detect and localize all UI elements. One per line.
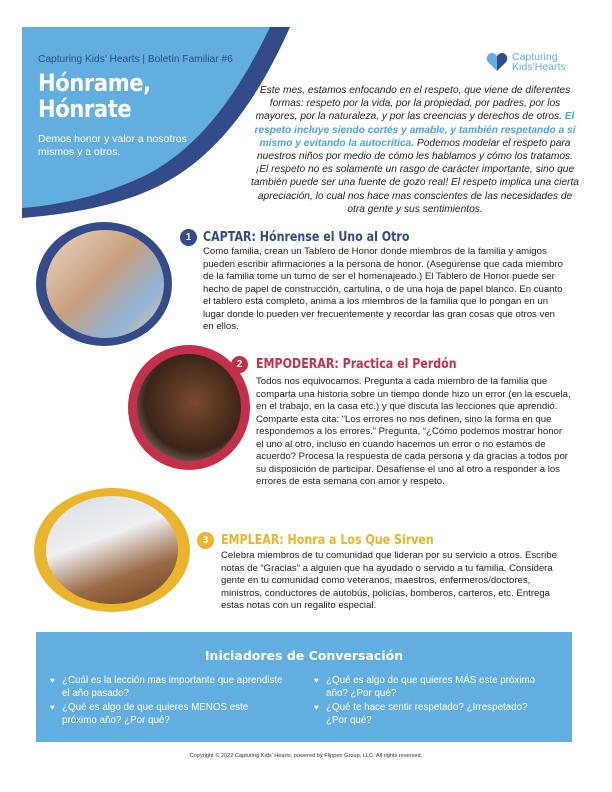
section-3-number-badge: 3 (197, 532, 214, 549)
writing-note-photo (46, 496, 178, 604)
section-3-body: Celebra miembros de tu comunidad que lideran por su servicio a otros. Escribe notas de “Gracias” a alguien que ha ayudado o servido a tu familia. Considera gente en tu comunidad como veteranos, maestros, enfermeros/doctores, ministros, conductores de autobús, policías, bomberos, carteros, etc. Entrega estas notas con un regalito especial. (221, 550, 557, 611)
heart-bullet-icon: ♥ (50, 703, 55, 712)
section-1-body: Como familia, crean un Tablero de Honor donde miembros de la familia y amigos pueden escribir afirmaciones a la persona de honor. (Asegúrense que cada miembro de la familia tome un turno de ser el homenajeado.) El Tablero de Honor puede ser hecho de papel de construcción, cartulina, o de una hoja de papel blanco. En cuanto el tablero está completo, anima a los miembros de la familia que lo pongan en un lugar donde lo pueden ver frecuentemente y recordar las gran cosas que otros ven en ellos. (203, 246, 563, 332)
section-3-photo-frame (34, 488, 190, 612)
child-hugging-photo (137, 354, 241, 461)
children-drawing-photo (46, 230, 164, 338)
heart-icon (486, 52, 508, 72)
question-item: ♥ ¿Qué te hace sentir respetado? ¿Irrespetado? ¿Por qué? (314, 702, 528, 726)
question-item: ♥ ¿Cuál es la lección mas importante que aprendiste el año pasado? (50, 675, 283, 699)
section-1-number-badge: 1 (180, 229, 197, 246)
question-item: ♥ ¿Qué es algo de que quieres MENOS este próximo año? ¿Por qué? (50, 702, 249, 726)
copyright-footer: Copyright © 2022 Capturing Kids’ Hearts, powered by Flippen Group, LLC. All rights reserved. (189, 753, 423, 759)
section-2-number-badge: 2 (231, 356, 248, 373)
conversation-starters-title: Iniciadores de Conversación (204, 648, 404, 663)
question-item: ♥ ¿Qué es algo de que quieres MÁS este próximo año? ¿Por qué? (314, 675, 536, 699)
section-1-photo-frame (36, 222, 172, 346)
page-title: Hónrame, Hónrate (38, 69, 151, 123)
conversation-starters-box (36, 632, 572, 742)
section-2-body: Todos nos equivocamos. Pregunta a cada miembro de la familia que comparta una historia sobre un tiempo donde hizo un error (en la escuela, en el trabajo, en la casa etc.) y que discuta las lecciones que aprendió. Comparte esta cita: “Los errores no nos definen, sino la forma en que respondemos a los errores.” Pregunta, “¿Cómo podemos mostrar honor el uno al otro, incluso en cuando hacemos un error o no estamos de acuerdo? Procesa la respuesta de cada persona y da gracias a todos por su disposición de participar. Desafíense el uno al otro a responder a los errores de esta semana con amor y respeto. (256, 376, 571, 487)
heart-bullet-icon: ♥ (50, 676, 55, 685)
newsletter-kicker: Capturing Kids’ Hearts | Boletín Familiar #6 (38, 54, 233, 65)
intro-paragraph: Este mes, estamos enfocando en el respeto, que viene de diferentes formas: respeto por la vida, por la propiedad, por padres, por los mayores, por la naturaleza, y por las creencias y derechos de otros. El respeto incluye siendo cortés y amable, y también respetando a sí mismo y evitando la autocrítica. Podemos modelar el respeto para nuestros niños por medio de cómo les hablamos y cómo los tratamos. ¡El respeto no es solamente un rasgo de carácter importante, sino que también puede ser una fuente de gozo real! El respeto implica una cierta apreciación, lo cual nos hace mas conscientes de las necesidades de otra gente y sus sentimientos. (251, 85, 579, 215)
heart-bullet-icon: ♥ (314, 703, 319, 712)
brand-logo: Capturing Kids’Hearts (486, 52, 566, 72)
heart-bullet-icon: ♥ (314, 676, 319, 685)
section-1-heading: CAPTAR: Hónrense el Uno al Otro (203, 230, 410, 245)
page-subtitle: Demos honor y valor a nosotros mismos y a otros. (38, 133, 187, 158)
section-2-heading: EMPODERAR: Practica el Perdón (256, 357, 457, 372)
section-3-heading: EMPLEAR: Honra a Los Que Sirven (221, 533, 434, 548)
